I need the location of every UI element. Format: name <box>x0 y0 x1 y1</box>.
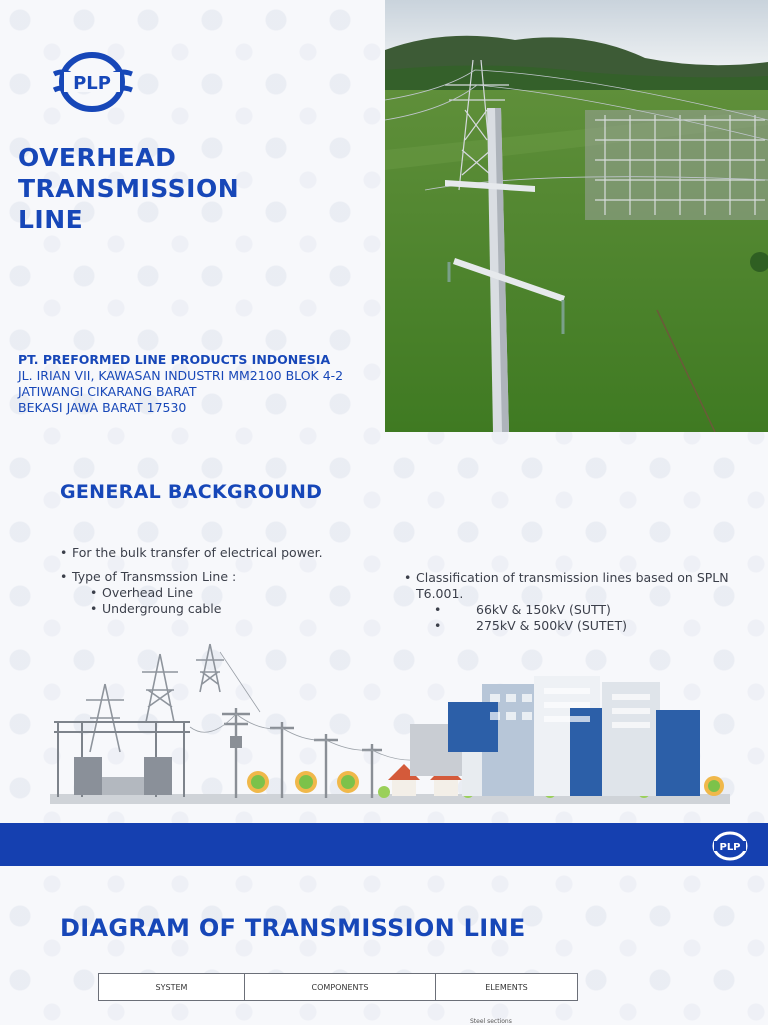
bullet-classification: • Classification of transmission lines based on SPLN T6.001. <box>404 570 734 602</box>
address-line-3: BEKASI JAWA BARAT 17530 <box>18 400 187 415</box>
diagram-title: DIAGRAM OF TRANSMISSION LINE <box>60 914 526 942</box>
company-info <box>18 352 388 416</box>
title-line-2: TRANSMISSION <box>18 174 240 203</box>
footer-band <box>0 823 768 866</box>
sub-bullet-overhead: • Overhead Line <box>60 585 390 601</box>
title-line-3: LINE <box>18 205 84 234</box>
sub-bullet-underground: • Undergroung cable <box>60 601 390 617</box>
diagram-table-header <box>98 973 578 1001</box>
bullet-bulk-transfer: • For the bulk transfer of electrical power. <box>60 545 390 561</box>
svg-text:PLP: PLP <box>73 73 111 94</box>
power-grid-illustration <box>50 632 740 817</box>
cover-slide <box>0 0 768 432</box>
plp-logo-small <box>708 831 752 861</box>
partial-cell-text: Steel sections <box>470 1018 512 1025</box>
address-line-2: JATIWANGI CIKARANG BARAT <box>18 384 197 399</box>
header-elements: ELEMENTS <box>485 982 528 992</box>
address-line-1: JL. IRIAN VII, KAWASAN INDUSTRI MM2100 BLOK 4-2 <box>18 368 344 383</box>
sub-bullet-sutt: • 66kV & 150kV (SUTT) <box>404 602 734 618</box>
sub-bullet-sutet: • 275kV & 500kV (SUTET) <box>404 618 734 634</box>
general-background-title: GENERAL BACKGROUND <box>60 481 323 503</box>
company-name: PT. PREFORMED LINE PRODUCTS INDONESIA <box>18 352 331 367</box>
cover-title <box>18 142 358 235</box>
bullet-line-types: • Type of Transmssion Line : <box>60 569 390 585</box>
svg-text:PLP: PLP <box>719 842 741 853</box>
transmission-pole-photo <box>385 0 768 432</box>
left-bullets <box>60 545 390 617</box>
plp-logo <box>52 52 138 112</box>
header-components: COMPONENTS <box>245 974 436 1000</box>
header-system: SYSTEM <box>99 974 245 1000</box>
title-line-1: OVERHEAD <box>18 143 177 172</box>
right-bullets <box>404 570 734 634</box>
